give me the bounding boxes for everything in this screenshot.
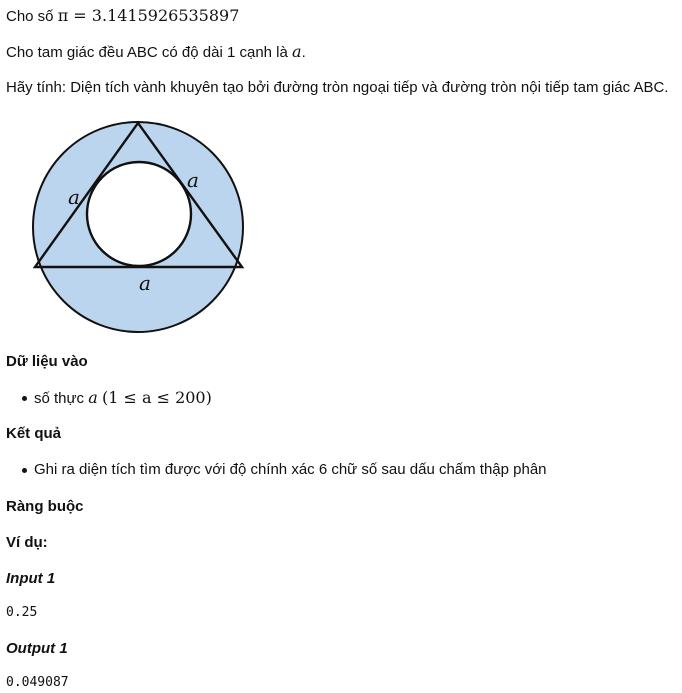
triangle-suffix: . [301,44,306,61]
annulus-triangle-figure [22,118,258,336]
pi-expression: π = 3.1415926535897 [57,6,240,25]
input-heading: Dữ liệu vào [6,353,88,370]
triangle-variable: a [292,42,302,61]
output-list [0,460,547,480]
example-output-label: Output 1 [6,640,68,657]
input-list-item [0,388,212,409]
constraints-heading: Ràng buộc [6,498,84,515]
input-list [0,388,212,409]
examples-heading: Ví dụ: [6,534,48,551]
pi-prefix: Cho số [6,8,58,25]
side-label-right: a [187,168,199,192]
pi-statement [6,6,239,27]
triangle-prefix: Cho tam giác đều ABC có độ dài 1 cạnh là [6,44,293,61]
side-label-bottom: a [139,271,151,295]
input-item-range: (1 ≤ a ≤ 200) [101,388,212,407]
example-input-value: 0.25 [6,605,38,620]
inscribed-circle [87,162,191,266]
side-label-left: a [68,185,80,209]
output-list-item: Ghi ra diện tích tìm được với độ chính xác 6 chữ số sau dấu chấm thập phân [0,460,547,480]
input-item-prefix: số thực [34,390,89,407]
input-item-variable: a [88,388,98,407]
triangle-statement [6,42,306,63]
task-statement: Hãy tính: Diện tích vành khuyên tạo bởi đường tròn ngoại tiếp và đường tròn nội tiếp tam giác ABC. [6,79,669,96]
output-heading: Kết quả [6,425,62,442]
example-input-label: Input 1 [6,570,56,587]
example-output-value: 0.049087 [6,675,69,690]
